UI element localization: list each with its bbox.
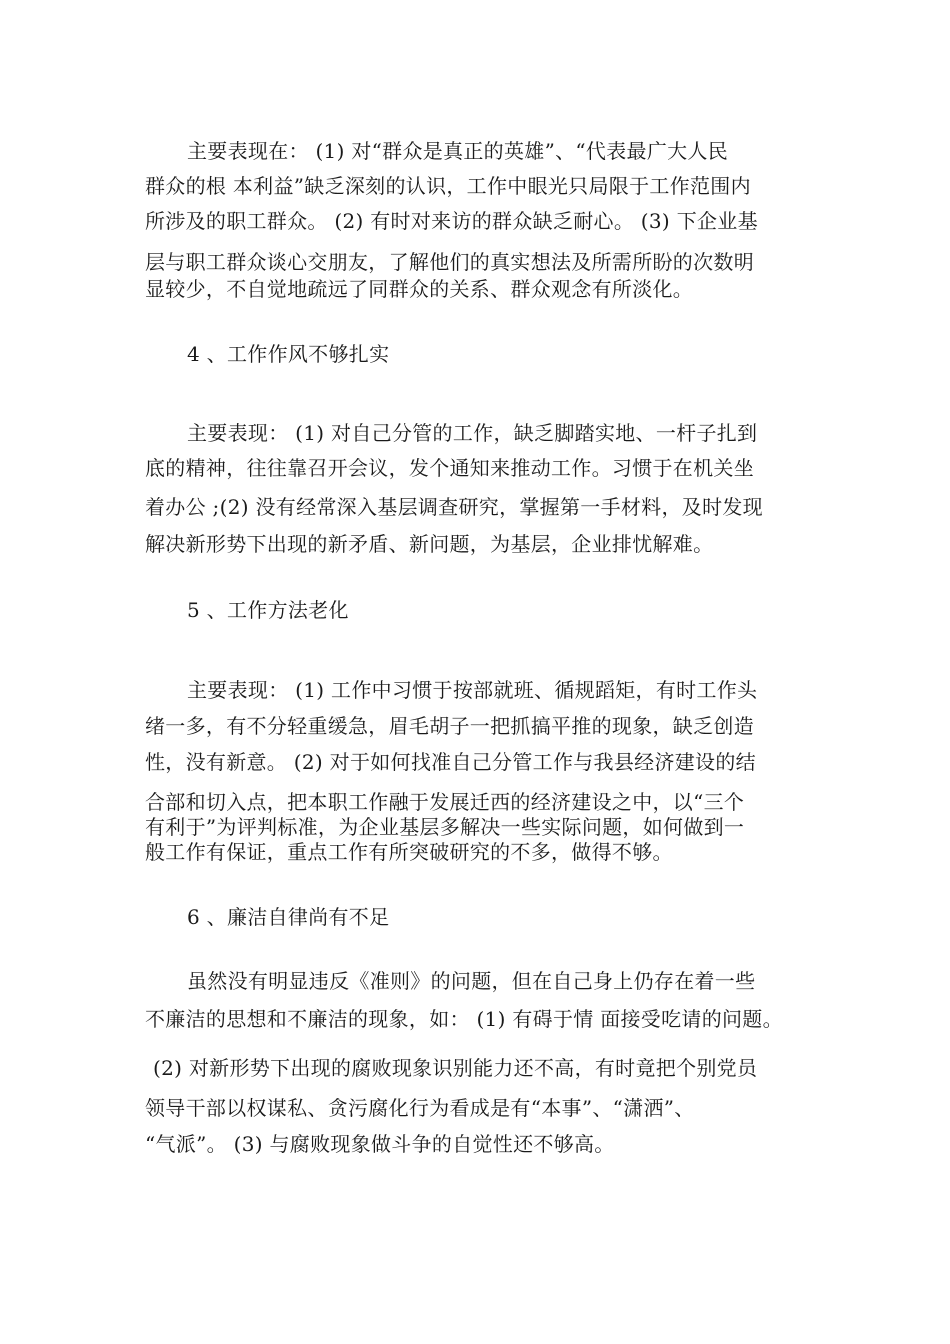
section-heading: 5 、工作方法老化	[187, 598, 349, 622]
text-line: 性，没有新意。 (2) 对于如何找准自己分管工作与我县经济建设的结	[145, 750, 756, 774]
text-line: 主要表现： (1) 工作中习惯于按部就班、循规蹈矩，有时工作头	[187, 678, 758, 702]
text-line: 群众的根 本利益”缺乏深刻的认识，工作中眼光只局限于工作范围内	[145, 174, 751, 198]
text-line: 不廉洁的思想和不廉洁的现象，如： (1) 有碍于情 面接受吃请的问题。	[145, 1007, 783, 1031]
text-line: 虽然没有明显违反《准则》的问题，但在自己身上仍存在着一些	[187, 969, 756, 993]
text-line: (2) 对新形势下出现的腐败现象识别能力还不高，有时竟把个别党员	[153, 1056, 758, 1080]
text-line: 底的精神，往往靠召开会议，发个通知来推动工作。习惯于在机关坐	[145, 456, 754, 480]
text-line: 解决新形势下出现的新矛盾、新问题，为基层，企业排忧解难。	[145, 532, 714, 556]
text-line: 主要表现在： (1) 对“群众是真正的英雄”、“代表最广大人民	[187, 139, 729, 163]
text-line: 层与职工群众谈心交朋友，了解他们的真实想法及所需所盼的次数明	[145, 250, 754, 274]
text-line: 有利于”为评判标准，为企业基层多解决一些实际问题，如何做到一	[145, 815, 745, 839]
text-line: 合部和切入点，把本职工作融于发展迁西的经济建设之中，以“三个	[145, 790, 745, 814]
section-heading: 4 、工作作风不够扎实	[187, 342, 390, 366]
text-line: 绪一多，有不分轻重缓急，眉毛胡子一把抓搞平推的现象，缺乏创造	[145, 714, 754, 738]
text-line: 主要表现： (1) 对自己分管的工作，缺乏脚踏实地、一杆子扎到	[187, 421, 758, 445]
text-line: 般工作有保证，重点工作有所突破研究的不多，做得不够。	[145, 840, 673, 864]
text-line: “气派”。 (3) 与腐败现象做斗争的自觉性还不够高。	[145, 1132, 615, 1156]
text-line: 领导干部以权谋私、贪污腐化行为看成是有“本事”、“潇洒”、	[145, 1096, 695, 1120]
text-line: 所涉及的职工群众。 (2) 有时对来访的群众缺乏耐心。 (3) 下企业基	[145, 209, 758, 233]
section-heading: 6 、廉洁自律尚有不足	[187, 905, 390, 929]
text-line: 着办公 ;(2) 没有经常深入基层调查研究，掌握第一手材料，及时发现	[145, 495, 763, 519]
text-line: 显较少，不自觉地疏远了同群众的关系、群众观念有所淡化。	[145, 277, 694, 301]
